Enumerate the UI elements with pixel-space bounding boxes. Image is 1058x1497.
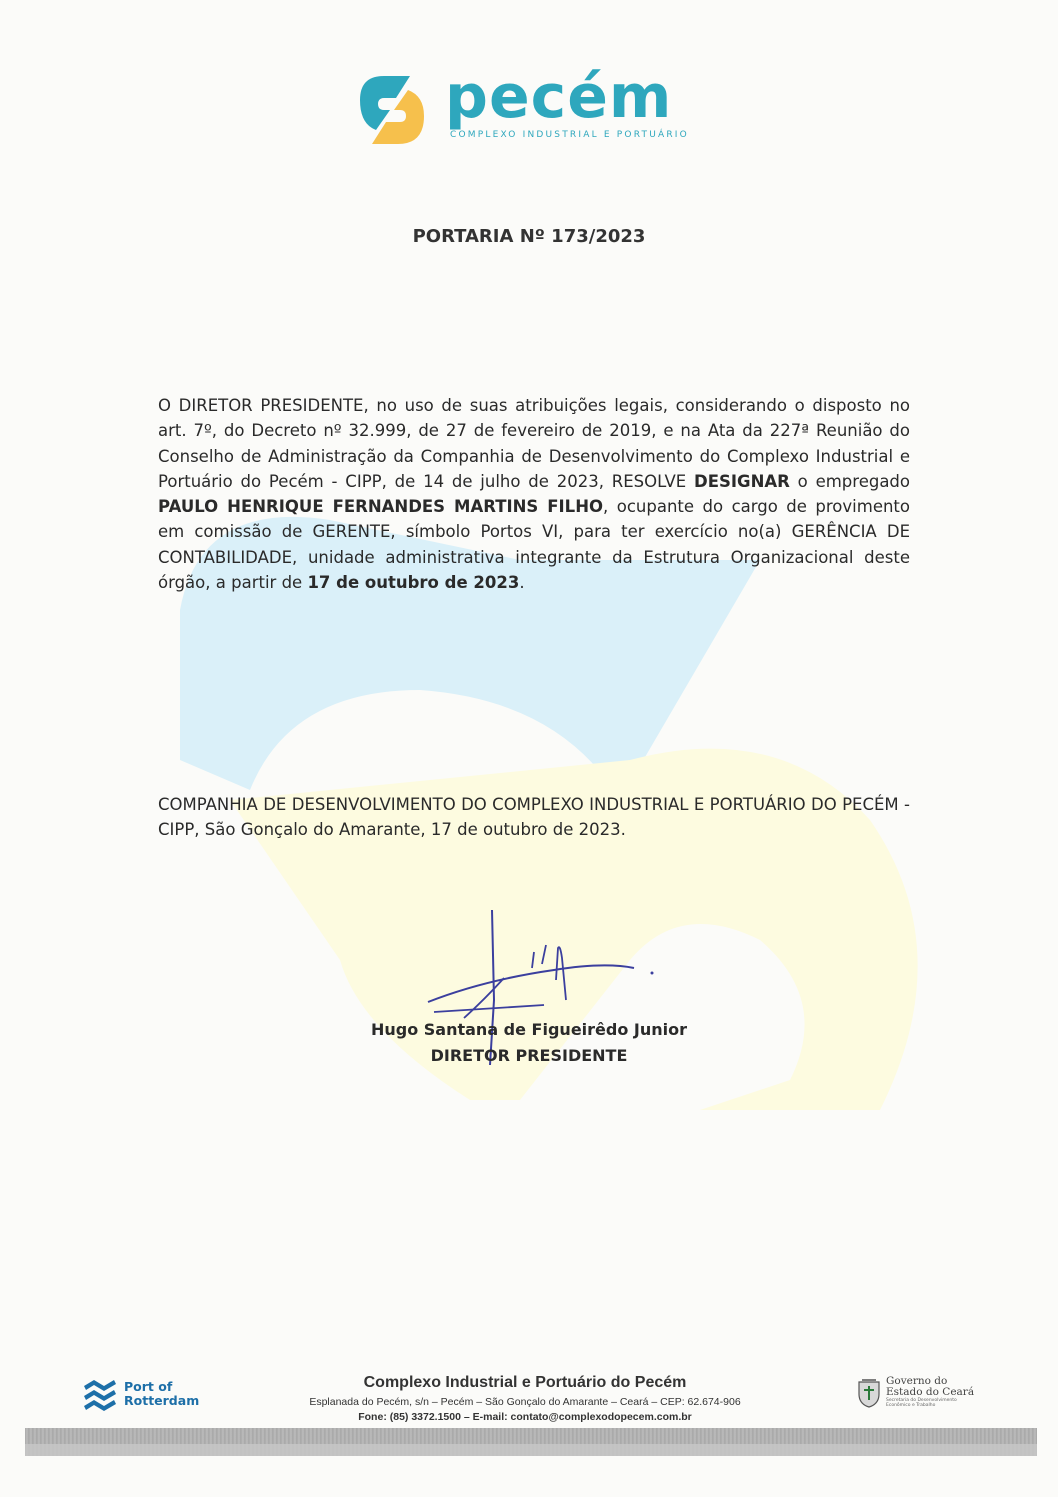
- rotterdam-line1: Port of: [124, 1379, 173, 1394]
- gov-line4: Econômico e Trabalho: [886, 1403, 936, 1408]
- footer-scan-bar-lower: [25, 1444, 1037, 1456]
- logo-subtitle: COMPLEXO INDUSTRIAL E PORTUÁRIO: [450, 130, 689, 140]
- paragraph-text: .: [519, 573, 525, 593]
- document-title: PORTARIA Nº 173/2023: [412, 226, 646, 247]
- bold-date: 17 de outubro de 2023: [307, 573, 520, 593]
- gov-line3: Secretaria do Desenvolvimento: [886, 1398, 957, 1403]
- signer-role: DIRETOR PRESIDENTE: [430, 1046, 628, 1065]
- pecem-symbol-icon: [350, 68, 434, 152]
- logo-wordmark: pecém: [445, 62, 673, 132]
- closing-paragraph: COMPANHIA DE DESENVOLVIMENTO DO COMPLEXO INDUSTRIAL E PORTUÁRIO DO PECÉM - CIPP, São Gonçalo do Amarante, 17 de outubro de 2023.: [158, 795, 910, 840]
- resolution-paragraph: [158, 393, 910, 595]
- rotterdam-waves-icon: [80, 1376, 120, 1416]
- signer-name: Hugo Santana de Figueirêdo Junior: [370, 1020, 688, 1039]
- governo-ceara-logo: [856, 1376, 996, 1416]
- paragraph-text: , ocupante do cargo de provimento em comissão de GERENTE, símbolo Portos VI, para ter exercício no(a) GERÊNCIA DE CONTABILIDADE, unidade administrativa integrante da Estrutura Organizacional deste órgão, a partir de: [158, 497, 910, 593]
- bold-resolve: DESIGNAR: [694, 471, 790, 491]
- bold-employee-name: PAULO HENRIQUE FERNANDES MARTINS FILHO: [158, 497, 604, 517]
- footer-address: Esplanada do Pecém, s/n – Pecém – São Gonçalo do Amarante – Ceará – CEP: 62.674-906: [309, 1396, 741, 1408]
- gov-line1: Governo do: [886, 1375, 948, 1387]
- footer-contact: [230, 1374, 820, 1425]
- gov-line2: Estado do Ceará: [886, 1386, 975, 1398]
- pecem-logo: [350, 62, 710, 152]
- paragraph-text: O DIRETOR PRESIDENTE, no uso de suas atribuições legais, considerando o disposto no art. 7º, do Decreto nº 32.999, de 27 de fevereiro de 2019, e na Ata da 227ª Reunião do Conselho de Administração da Companhia de Desenvolvimento do Complexo Industrial e Portuário do Pecém - CIPP, de 14 de julho de 2023, RESOLVE: [158, 396, 910, 491]
- footer-title: Complexo Industrial e Portuário do Pecém: [363, 1374, 687, 1391]
- signer-block: [0, 1017, 1058, 1069]
- rotterdam-line2: Rotterdam: [124, 1393, 200, 1408]
- paragraph-text: o empregado: [789, 471, 910, 491]
- footer-phone-email: Fone: (85) 3372.1500 – E-mail: contato@complexodopecem.com.br: [358, 1411, 692, 1423]
- port-of-rotterdam-logo: [80, 1376, 210, 1416]
- ceara-coat-of-arms-icon: [856, 1378, 882, 1408]
